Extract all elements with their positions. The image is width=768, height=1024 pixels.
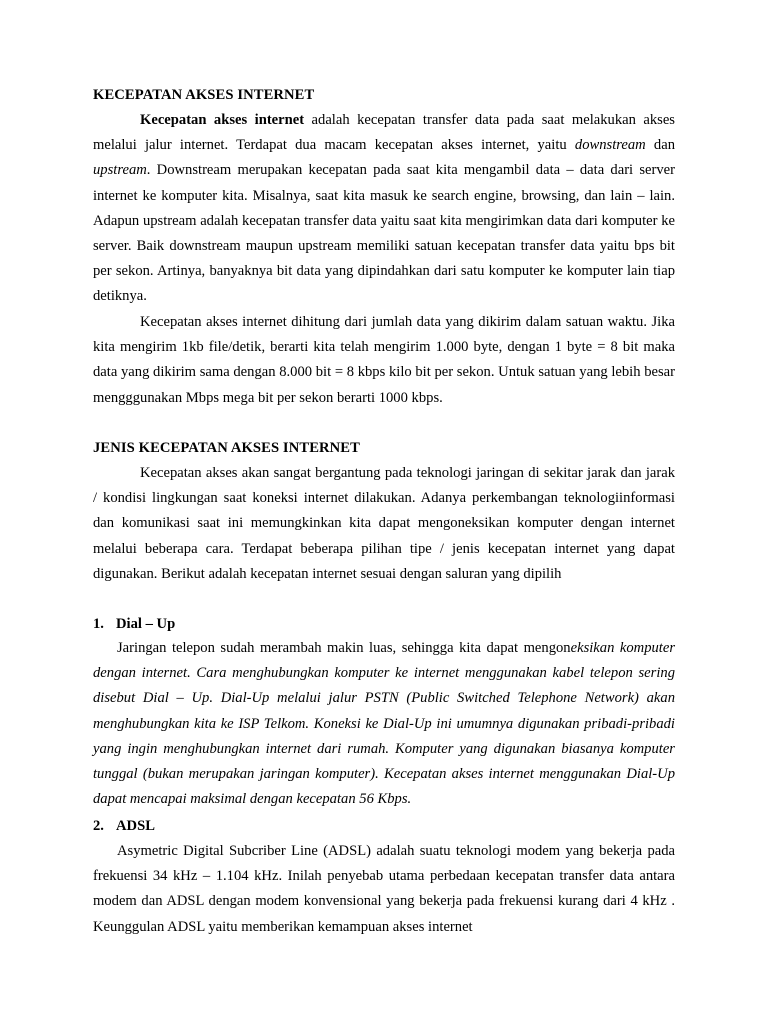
list-number: 1. [93, 616, 104, 632]
list-number: 2. [93, 818, 104, 834]
list-item-dial-up-heading [93, 616, 675, 633]
section-heading-jenis: JENIS KECEPATAN AKSES INTERNET [93, 440, 360, 456]
paragraph-dial-up: Jaringan telepon sudah merambah makin luas, sehingga kita dapat mengoneksikan komputer dengan internet. Cara menghubungkan komputer ke internet menggunakan kabel telepon sering disebut Dial – Up. Dial-Up melalui jalur PSTN (Public Switched Telephone Network) akan menghubungkan kita ke ISP Telkom. Koneksi ke Dial-Up ini umumnya digunakan pribadi-pribadi yang ingin menghubungkan internet dari rumah. Komputer yang digunakan biasanya komputer tunggal (bukan merupakan jaringan komputer). Kecepatan akses internet menggunakan Dial-Up dapat mencapai maksimal dengan kecepatan 56 Kbps. [93, 640, 675, 808]
paragraph-definition: Kecepatan akses internet adalah kecepatan transfer data pada saat melakukan akses melalui jalur internet. Terdapat dua macam kecepatan akses internet, yaitu downstream dan upstream. Downstream merupakan kecepatan pada saat kita mengambil data – data dari server internet ke komputer kita. Misalnya, saat kita masuk ke search engine, browsing, dan lain – lain. Adapun upstream adalah kecepatan transfer data yaitu saat kita mengirimkan data dari komputer ke server. Baik downstream maupun upstream memiliki satuan kecepatan transfer data yaitu bps bit per sekon. Artinya, banyaknya bit data yang dipindahkan dari satu komputer ke komputer lain tiap detiknya. [93, 112, 675, 305]
paragraph-calculation: Kecepatan akses internet dihitung dari jumlah data yang dikirim dalam satuan waktu. Jika kita mengirim 1kb file/detik, berarti kita telah mengirim 1.000 byte, dengan 1 byte = 8 bit maka data yang dikirim sama dengan 8.000 bit = 8 kbps kilo bit per sekon. Untuk satuan yang lebih besar mengggunakan Mbps mega bit per sekon berarti 1000 kbps. [93, 314, 675, 406]
list-title: Dial – Up [116, 616, 176, 632]
paragraph-jenis: Kecepatan akses akan sangat bergantung pada teknologi jaringan di sekitar jarak dan jarak / kondisi lingkungan saat koneksi internet dilakukan. Adanya perkembangan teknologiinformasi dan komunikasi saat ini memungkinkan kita dapat mengoneksikan komputer dengan internet melalui beberapa cara. Terdapat beberapa pilihan tipe / jenis kecepatan internet yang dapat digunakan. Berikut adalah kecepatan internet sesuai dengan saluran yang dipilih [93, 465, 675, 582]
italic-downstream: downstream [574, 137, 646, 154]
bold-term: Kecepatan akses internet [140, 112, 305, 128]
list-title: ADSL [116, 818, 155, 834]
italic-upstream: upstream [93, 162, 147, 179]
paragraph-adsl: Asymetric Digital Subcriber Line (ADSL) adalah suatu teknologi modem yang bekerja pada frekuensi 34 kHz – 1.104 kHz. Inilah penyebab utama perbedaan kecepatan transfer data antara modem dan ADSL dengan modem konvensional yang bekerja pada frekuensi kurang dari 4 kHz . Keunggulan ADSL yaitu memberikan kemampuan akses internet [93, 843, 675, 935]
section-heading-kecepatan: KECEPATAN AKSES INTERNET [93, 87, 315, 103]
list-item-adsl-heading [93, 818, 675, 835]
